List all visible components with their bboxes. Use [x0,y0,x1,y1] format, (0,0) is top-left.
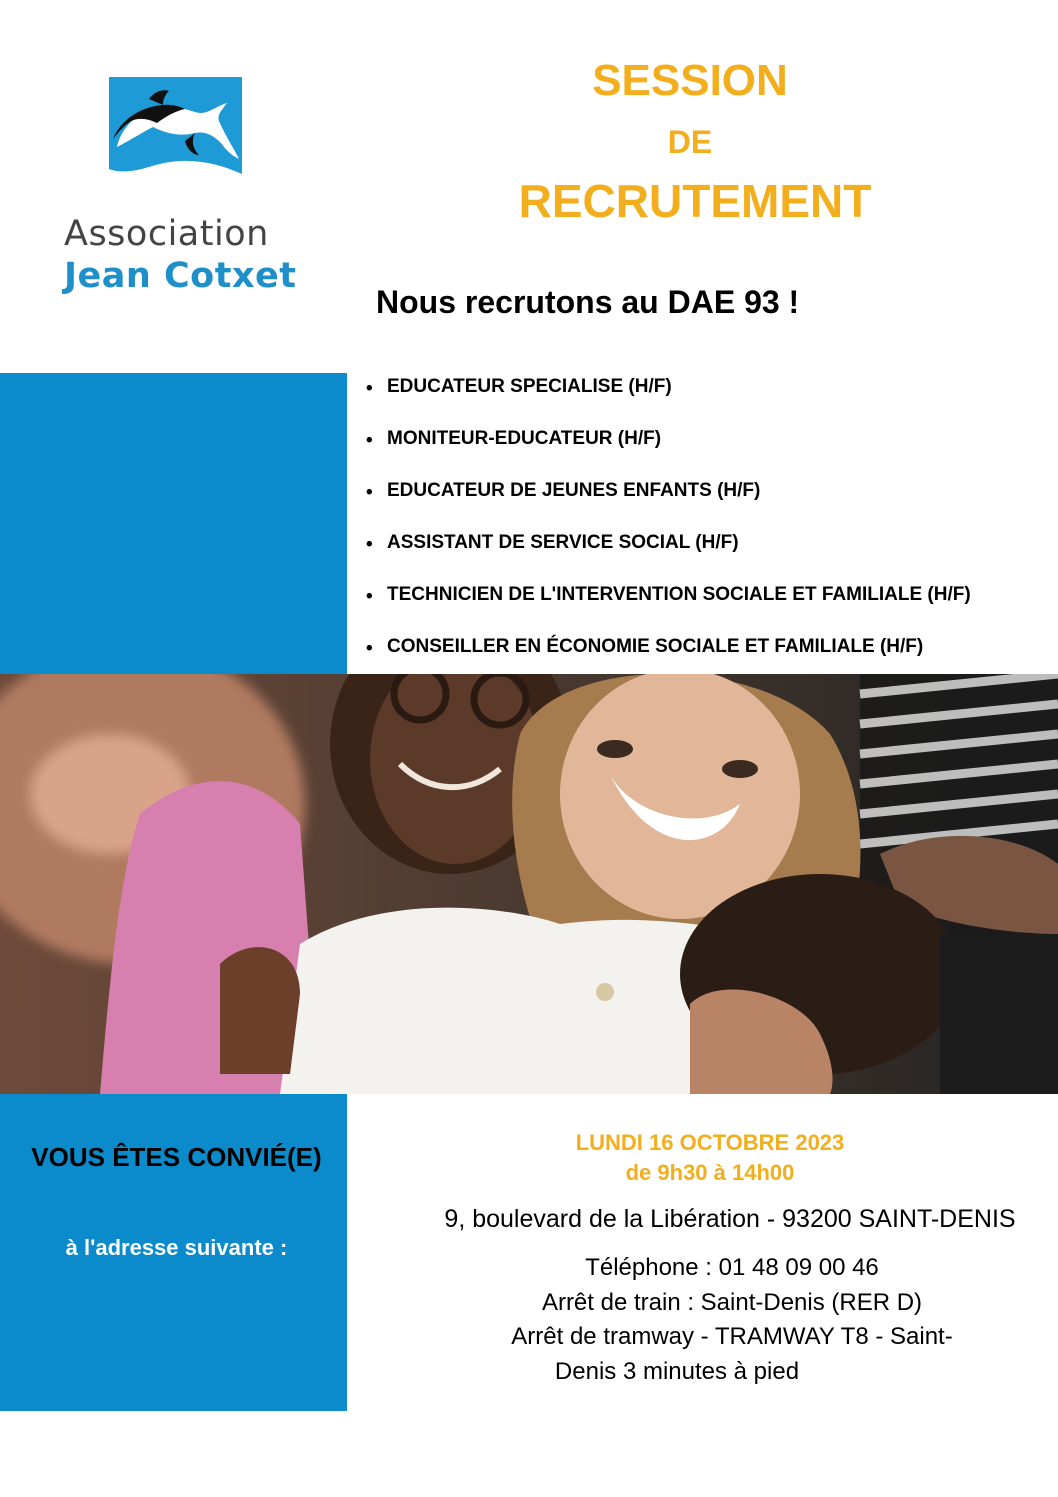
dolphin-logo-icon [109,77,242,174]
job-title: ASSISTANT DE SERVICE SOCIAL (H/F) [387,532,739,553]
job-list [366,374,1056,686]
title-session: SESSION [592,56,788,105]
bullet-icon: • [366,378,373,399]
logo-text-association: Association [64,214,269,254]
job-title: TECHNICIEN DE L'INTERVENTION SOCIALE ET FAMILIALE (H/F) [387,584,971,605]
event-date: LUNDI 16 OCTOBRE 2023 [575,1130,845,1155]
logo-text-jean-cotxet: Jean Cotxet [64,256,297,296]
list-item [366,582,1056,634]
list-item [366,426,1056,478]
tram-stop-line1: Arrêt de tramway - TRAMWAY T8 - Saint- [511,1323,953,1350]
bullet-icon: • [366,482,373,503]
list-item [366,530,1056,582]
group-photo [0,674,1058,1094]
subtitle: Nous recrutons au DAE 93 ! [376,284,800,320]
job-title: EDUCATEUR SPECIALISE (H/F) [387,376,672,397]
blue-block-top [0,373,347,674]
invite-heading: VOUS ÊTES CONVIÉ(E) [31,1142,322,1172]
bullet-icon: • [366,430,373,451]
job-title: MONITEUR-EDUCATEUR (H/F) [387,428,662,449]
bullet-icon: • [366,534,373,555]
job-title: CONSEILLER EN ÉCONOMIE SOCIALE ET FAMILIALE (H/F) [387,636,924,657]
event-time: de 9h30 à 14h00 [625,1160,795,1185]
title-recrutement: RECRUTEMENT [518,175,872,227]
tram-stop-line2: Denis 3 minutes à pied [554,1358,800,1385]
train-stop: Arrêt de train : Saint-Denis (RER D) [541,1289,923,1316]
list-item [366,374,1056,426]
event-address: 9, boulevard de la Libération - 93200 SAINT-DENIS [444,1205,1016,1233]
bullet-icon: • [366,586,373,607]
list-item [366,478,1056,530]
bullet-icon: • [366,638,373,659]
invite-subtext: à l'adresse suivante : [65,1235,288,1260]
phone-number: Téléphone : 01 48 09 00 46 [585,1254,879,1281]
job-title: EDUCATEUR DE JEUNES ENFANTS (H/F) [387,480,761,501]
title-de: DE [667,124,713,160]
